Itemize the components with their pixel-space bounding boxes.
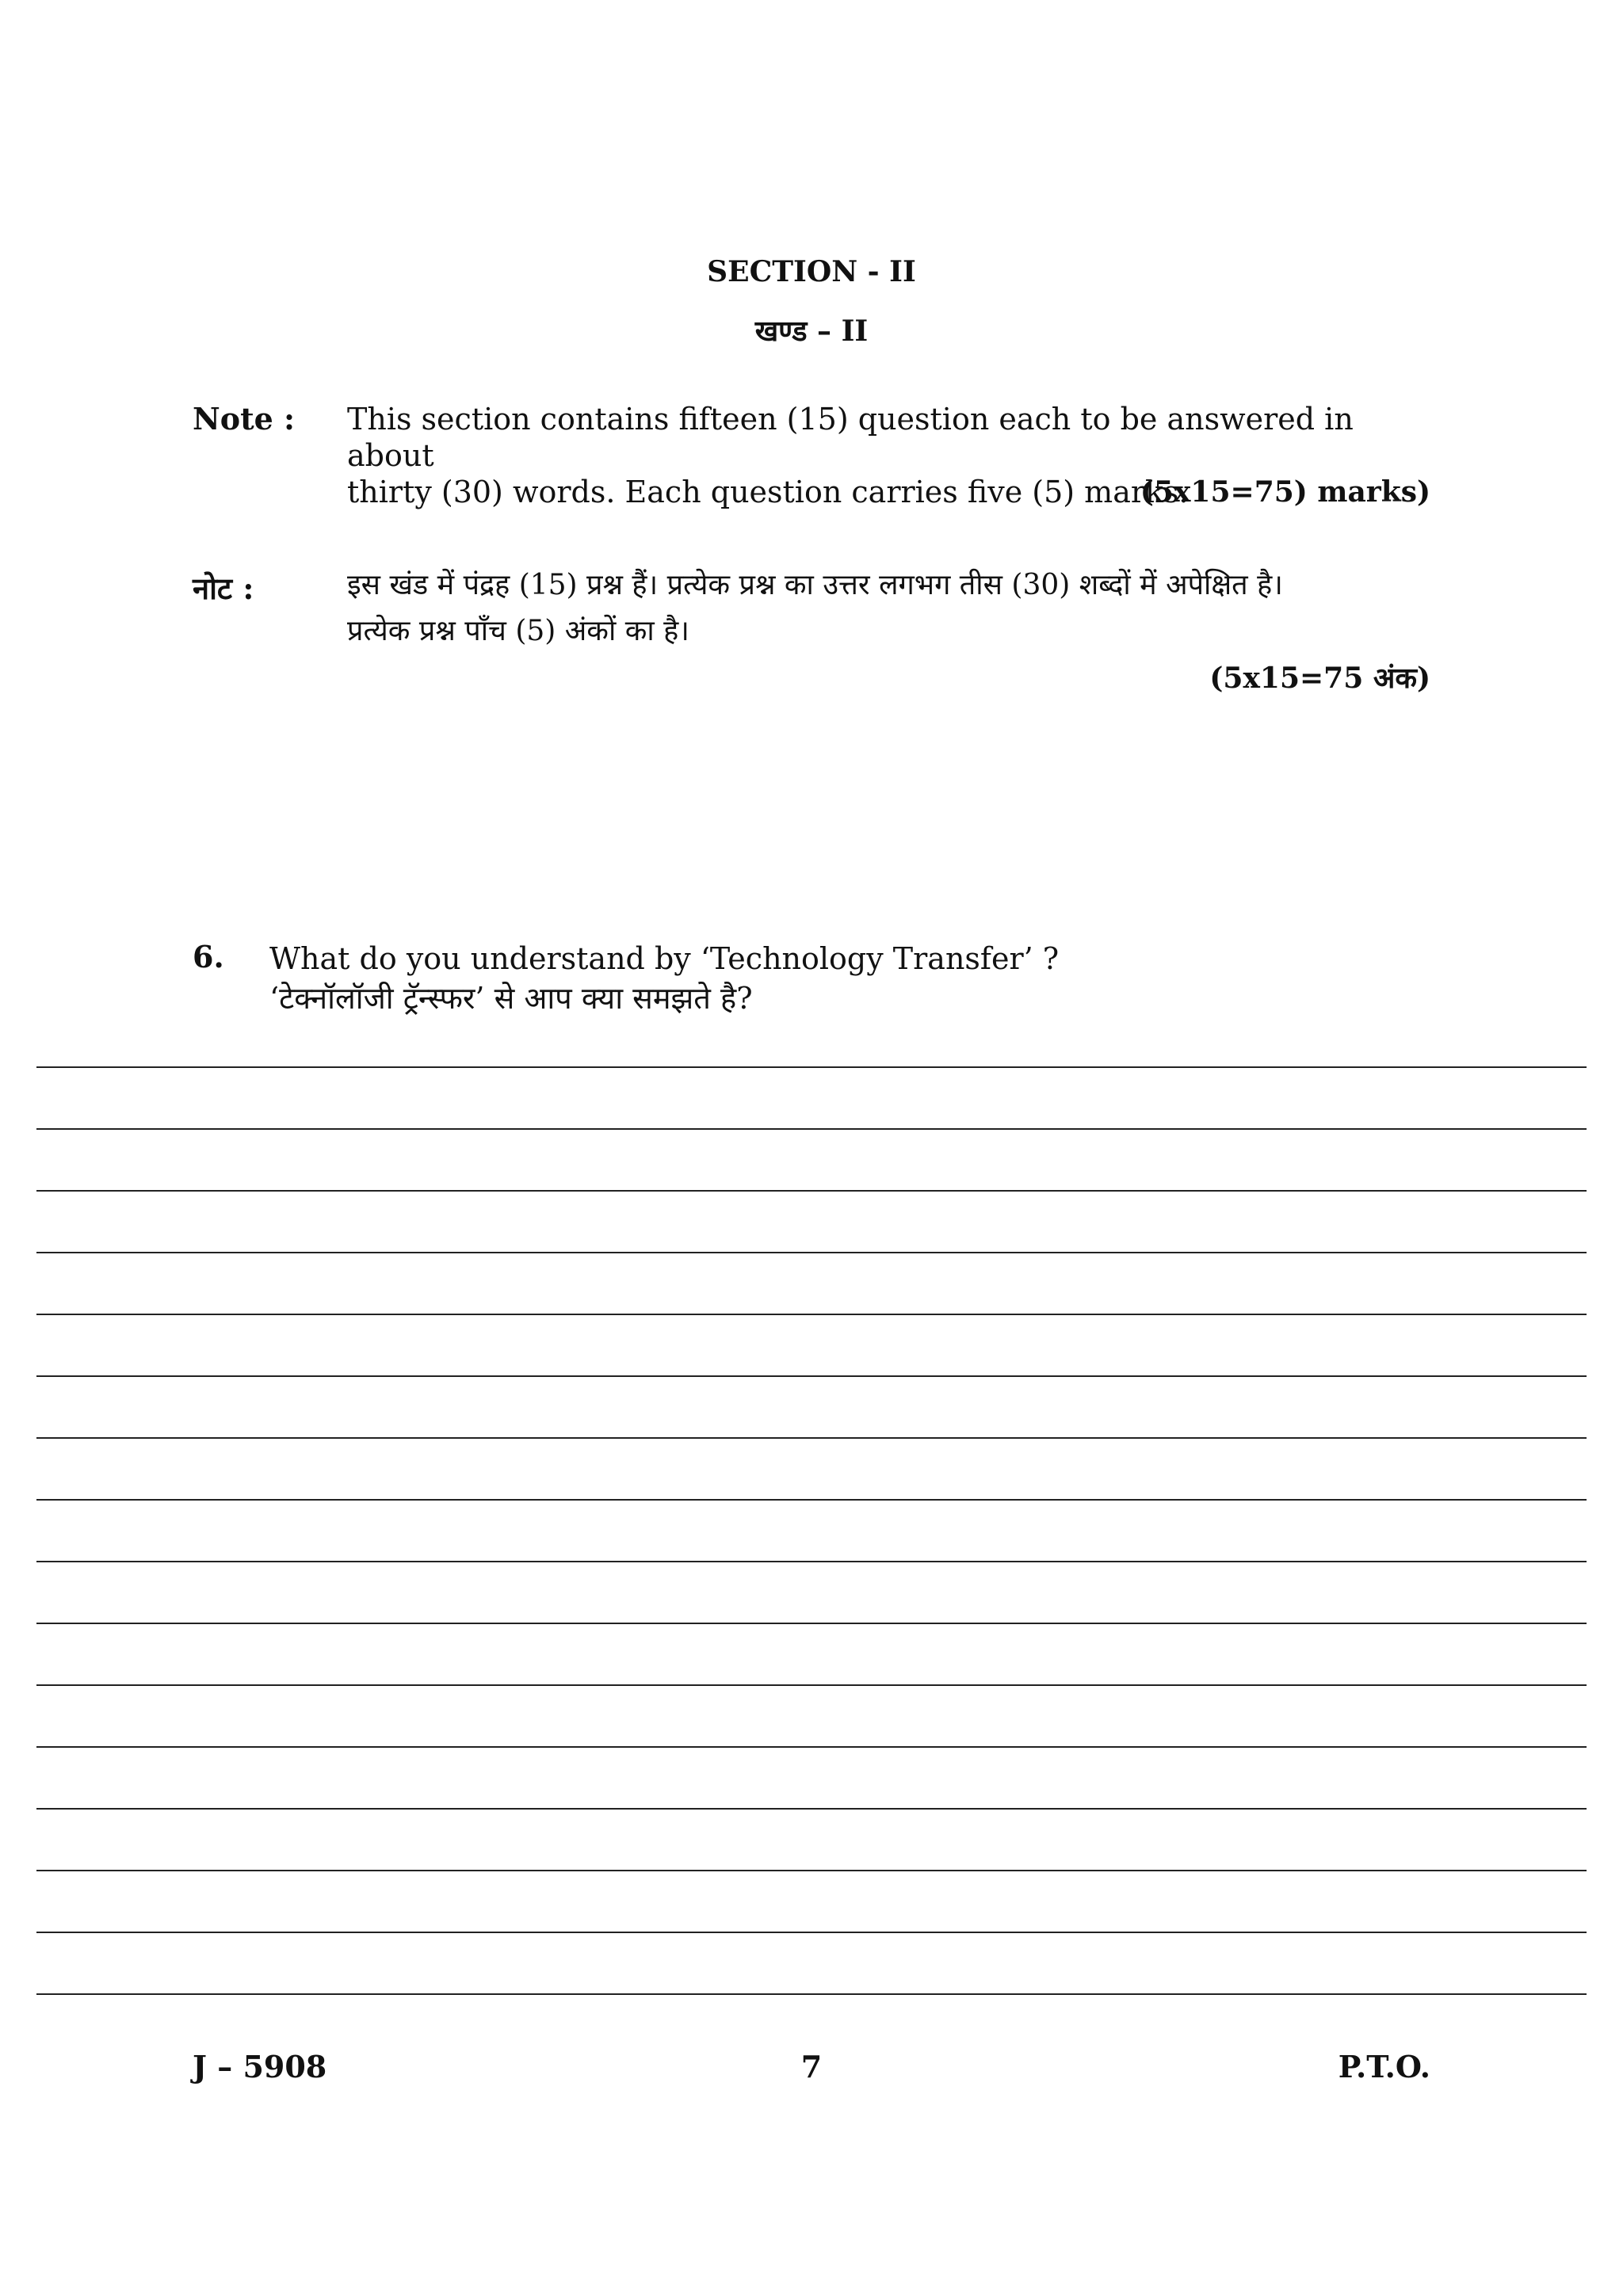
answer-line — [36, 1252, 1587, 1253]
footer-page-number: 7 — [800, 2049, 823, 2084]
footer-pto: P.T.O. — [1338, 2049, 1430, 2084]
note-en-line1: This section contains fifteen (15) question each to be answered in about — [347, 402, 1354, 473]
section-title: SECTION - II — [707, 255, 916, 288]
question-text-hi: ‘टेक्नॉलॉजी ट्रॅन्स्फर’ से आप क्या समझते है? — [269, 981, 753, 1016]
question-number: 6. — [193, 939, 224, 974]
answer-line — [36, 1684, 1587, 1686]
note-label-en: Note : — [193, 401, 296, 437]
answer-line — [36, 1993, 1587, 1995]
answer-line — [36, 1623, 1587, 1624]
question-text-en: What do you understand by ‘Technology Transfer’ ? — [269, 941, 1060, 976]
answer-line — [36, 1190, 1587, 1192]
answer-line — [36, 1314, 1587, 1315]
answer-line — [36, 1499, 1587, 1501]
footer-paper-code: J – 5908 — [193, 2049, 327, 2084]
answer-line — [36, 1932, 1587, 1933]
note-marks-en: (5x15=75) marks) — [1140, 475, 1430, 509]
note-hi-line1: इस खंड में पंद्रह (15) प्रश्न हैं। प्रत्येक प्रश्न का उत्तर लगभग तीस (30) शब्दों में अपेक्षित है। — [347, 569, 1283, 601]
answer-line — [36, 1128, 1587, 1130]
answer-line — [36, 1375, 1587, 1377]
question-text — [269, 939, 1059, 1018]
answer-lines[interactable] — [36, 1066, 1587, 2055]
note-label-hi: नोट : — [193, 570, 254, 606]
answer-line — [36, 1561, 1587, 1562]
note-en-line2: thirty (30) words. Each question carries five (5) marks. — [347, 475, 1189, 509]
answer-line — [36, 1746, 1587, 1748]
note-hi-line2: प्रत्येक प्रश्न पाँच (5) अंकों का है। — [347, 615, 689, 647]
answer-line — [36, 1066, 1587, 1068]
section-title-hindi: खण्ड – II — [754, 315, 869, 348]
note-text-hi — [347, 563, 1354, 654]
note-marks-hi: (5x15=75 अंक) — [1209, 662, 1430, 695]
answer-line — [36, 1808, 1587, 1810]
answer-line — [36, 1870, 1587, 1871]
answer-line — [36, 1437, 1587, 1439]
